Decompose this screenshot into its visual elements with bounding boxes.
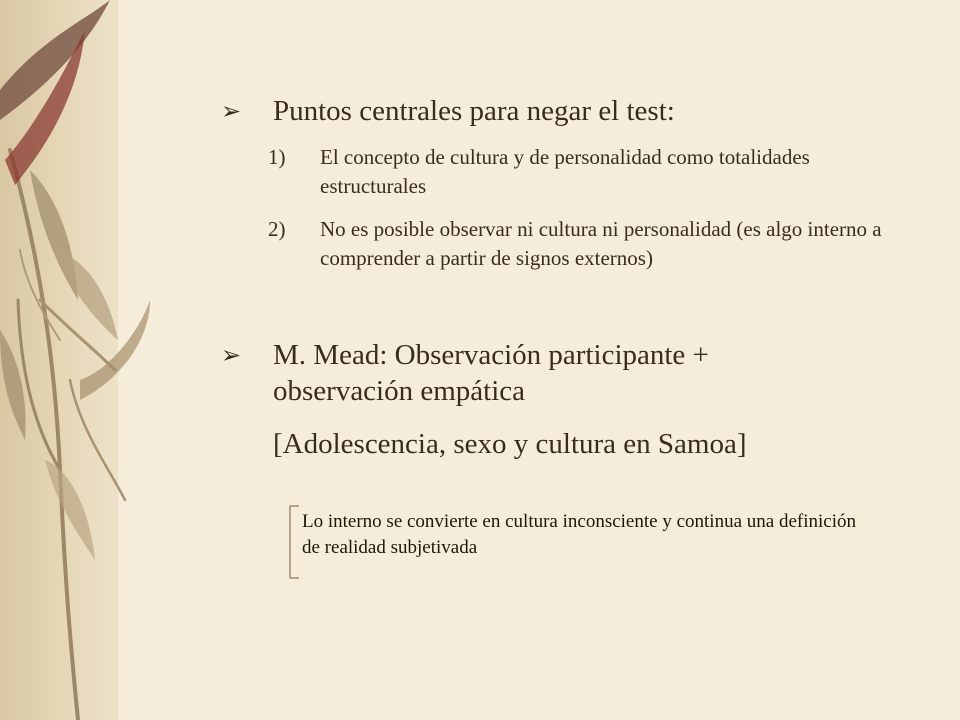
item-text: El concepto de cultura y de personalidad como totalidades estructurales: [320, 145, 810, 198]
dried-branch-illustration: [0, 0, 200, 720]
book-reference: [Adolescencia, sexo y cultura en Samoa]: [273, 428, 747, 460]
item-text: No es posible observar ni cultura ni personalidad (es algo interno a comprender a partir de signos externos): [320, 217, 882, 270]
bracket-icon: [285, 505, 301, 579]
note-text: Lo interno se convierte en cultura inconsciente y continua una definición de realidad subjetivada: [302, 511, 856, 558]
arrowhead-bullet-icon: ➢: [221, 341, 242, 369]
bullet-text: Puntos centrales para negar el test:: [273, 95, 675, 127]
bullet-text: M. Mead: Observación participante + observación empática: [273, 339, 709, 407]
numbered-item: [268, 143, 920, 201]
bullet-item: [221, 93, 833, 129]
arrowhead-bullet-icon: ➢: [221, 97, 242, 125]
numbered-item: [268, 215, 920, 273]
item-number: 2): [268, 217, 286, 241]
bullet-item: [221, 337, 833, 409]
item-number: 1): [268, 145, 286, 169]
